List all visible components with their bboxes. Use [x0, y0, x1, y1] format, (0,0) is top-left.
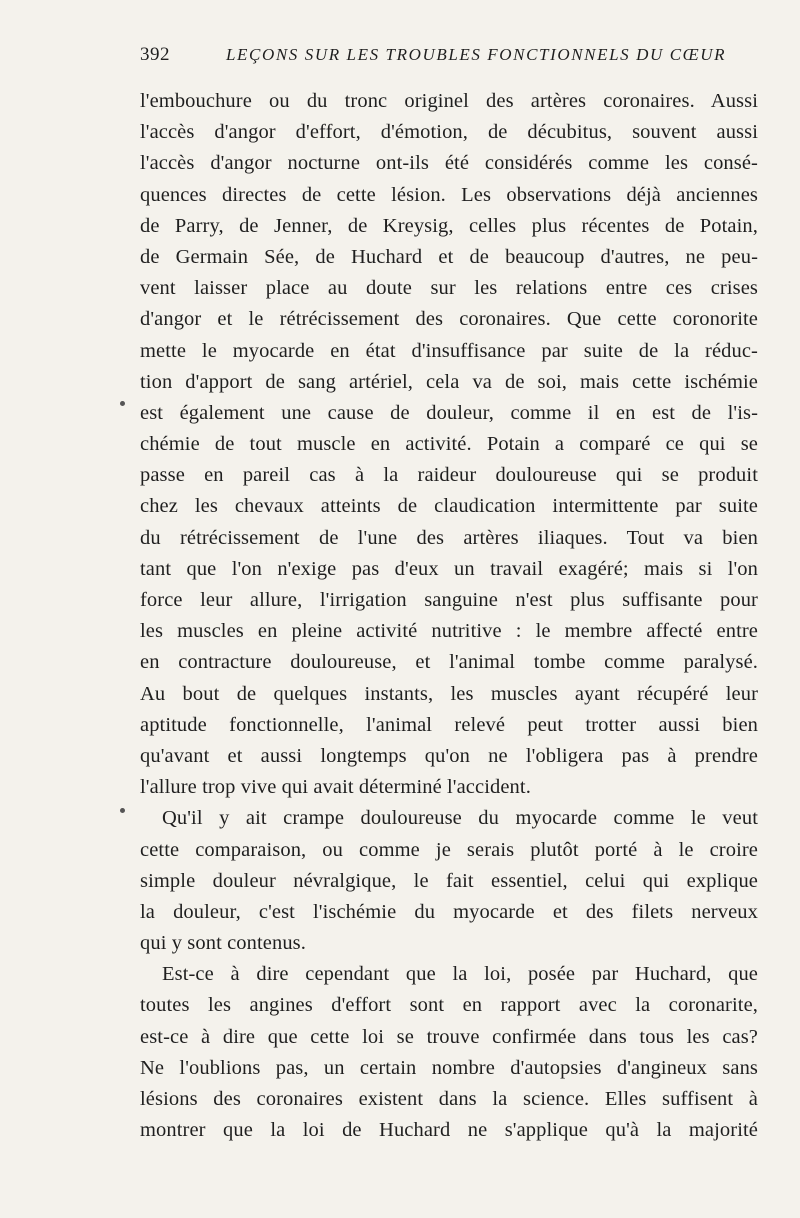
text-line: vent laisser place au doute sur les relations entre ces crises [140, 277, 758, 300]
text-line: de Parry, de Jenner, de Kreysig, celles plus récentes de Potain, [140, 214, 758, 237]
margin-dot-mark [120, 808, 125, 813]
text-line: est également une cause de douleur, comme il en est de l'is- [140, 401, 758, 424]
text-line: l'allure trop vive qui avait déterminé l'accident. [140, 776, 531, 799]
text-line: chez les chevaux atteints de claudication intermittente par suite [140, 495, 758, 518]
text-line: tion d'apport de sang artériel, cela va de soi, mais cette ischémie [140, 370, 758, 393]
text-line: Qu'il y ait crampe douloureuse du myocarde comme le veut [162, 807, 758, 830]
text-line: d'angor et le rétrécissement des coronaires. Que cette coronorite [140, 308, 758, 331]
body-text [140, 86, 758, 1146]
page-number: 392 [140, 44, 170, 65]
text-line: qui y sont contenus. [140, 932, 306, 955]
text-line: chémie de tout muscle en activité. Potain a comparé ce qui se [140, 433, 758, 456]
text-line: quences directes de cette lésion. Les observations déjà anciennes [140, 183, 758, 206]
running-head [140, 44, 760, 74]
text-line: est-ce à dire que cette loi se trouve confirmée dans tous les cas? [140, 1025, 758, 1048]
text-line: en contracture douloureuse, et l'animal tombe comme paralysé. [140, 651, 758, 674]
text-line: qu'avant et aussi longtemps qu'on ne l'obligera pas à prendre [140, 744, 758, 767]
text-line: l'embouchure ou du tronc originel des artères coronaires. Aussi [140, 90, 758, 112]
header-title: LEÇONS SUR LES TROUBLES FONCTIONNELS DU CŒUR [226, 45, 727, 64]
paragraph-2 [140, 803, 758, 959]
text-line: toutes les angines d'effort sont en rapport avec la coronarite, [140, 994, 758, 1017]
text-line: lésions des coronaires existent dans la science. Elles suffisent à [140, 1088, 758, 1110]
text-line: force leur allure, l'irrigation sanguine n'est plus suffisante pour [140, 589, 758, 611]
text-line: de Germain Sée, de Huchard et de beaucoup d'autres, ne peu- [140, 245, 758, 268]
text-line: du rétrécissement de l'une des artères iliaques. Tout va bien [140, 526, 758, 549]
text-line: Au bout de quelques instants, les muscles ayant récupéré leur [140, 682, 758, 705]
text-line: mette le myocarde en état d'insuffisance par suite de la réduc- [140, 339, 758, 362]
paragraph-3 [140, 959, 758, 1146]
text-line: la douleur, c'est l'ischémie du myocarde et des filets nerveux [140, 900, 758, 923]
text-line: tant que l'on n'exige pas d'eux un travail exagéré; mais si l'on [140, 557, 758, 580]
text-line: aptitude fonctionnelle, l'animal relevé peut trotter aussi bien [140, 713, 758, 736]
text-line: simple douleur névralgique, le fait essentiel, celui qui explique [140, 869, 758, 892]
paragraph-1 [140, 86, 758, 803]
text-line: montrer que la loi de Huchard ne s'applique qu'à la majorité [140, 1119, 758, 1142]
text-line: passe en pareil cas à la raideur douloureuse qui se produit [140, 464, 758, 487]
text-line: cette comparaison, ou comme je serais plutôt porté à le croire [140, 838, 758, 861]
text-line: Ne l'oublions pas, un certain nombre d'autopsies d'angineux sans [140, 1056, 758, 1079]
margin-dot-mark [120, 401, 125, 406]
text-line: les muscles en pleine activité nutritive : le membre affecté entre [140, 620, 758, 643]
text-line: Est-ce à dire cependant que la loi, posée par Huchard, que [162, 963, 758, 986]
text-line: l'accès d'angor d'effort, d'émotion, de décubitus, souvent aussi [140, 121, 758, 144]
text-line: l'accès d'angor nocturne ont-ils été considérés comme les consé- [140, 152, 758, 175]
